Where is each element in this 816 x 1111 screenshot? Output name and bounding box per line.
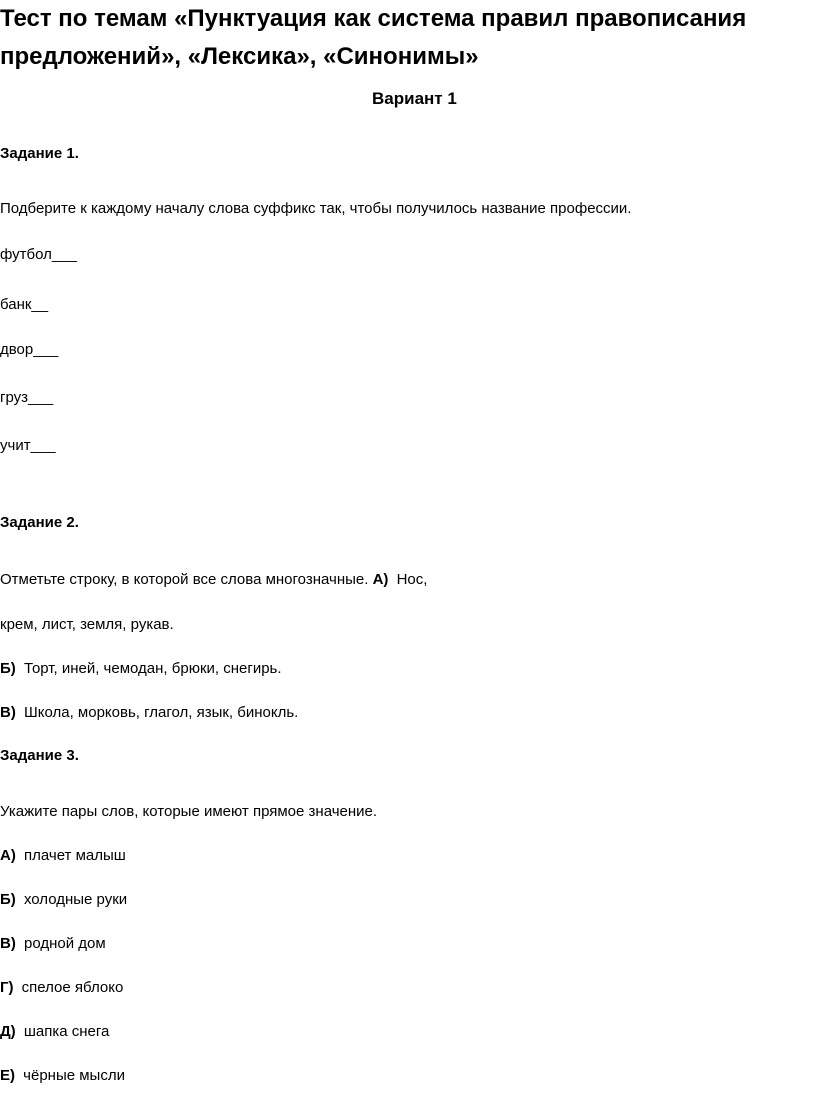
task3-option-label: А): [0, 847, 16, 864]
task2-option-c-text: Школа, морковь, глагол, язык, бинокль.: [24, 704, 299, 721]
task3-option-label: Г): [0, 979, 14, 996]
task2-option-b-label: Б): [0, 660, 16, 677]
task2-option-c-label: В): [0, 704, 16, 721]
task3-option-label: Е): [0, 1067, 15, 1084]
task3-option: [0, 978, 123, 998]
variant-label: Вариант 1: [372, 89, 457, 108]
task2-option-a-start: Нос,: [396, 571, 428, 588]
task1-item: груз___: [0, 389, 54, 406]
task1-item: футбол___: [0, 246, 77, 263]
task3-option: [0, 1066, 125, 1086]
task3-question: Укажите пары слов, которые имеют прямое значение.: [0, 803, 378, 820]
task3-option-label: Б): [0, 891, 16, 908]
task1-heading: Задание 1.: [0, 145, 79, 162]
task2-option-a-rest: крем, лист, земля, рукав.: [0, 616, 174, 633]
task3-option: [0, 934, 106, 954]
document-title-line-2: предложений», «Лексика», «Синонимы»: [0, 43, 479, 70]
task3-option-text: спелое яблоко: [21, 979, 124, 996]
task2-option-b: [0, 659, 282, 679]
task3-option-label: Д): [0, 1023, 16, 1040]
task2-question-line: [0, 570, 427, 590]
document-title-line-1: Тест по темам «Пунктуация как система правил правописания: [0, 5, 747, 32]
task1-instruction: Подберите к каждому началу слова суффикс так, чтобы получилось название профессии.: [0, 200, 632, 217]
task2-option-a-label: А): [372, 571, 389, 588]
task3-option: [0, 1022, 109, 1042]
task3-option-text: родной дом: [24, 935, 106, 952]
task3-option-text: чёрные мысли: [23, 1067, 125, 1084]
task2-question: Отметьте строку, в которой все слова многозначные.: [0, 571, 369, 588]
task3-option-text: шапка снега: [23, 1023, 110, 1040]
task3-option-text: плачет малыш: [24, 847, 126, 864]
task3-option-label: В): [0, 935, 16, 952]
task1-item: двор___: [0, 341, 59, 358]
task3-option-text: холодные руки: [23, 891, 128, 908]
task3-option: [0, 890, 127, 910]
task2-heading: Задание 2.: [0, 514, 79, 531]
task1-item: банк__: [0, 296, 49, 313]
task1-item: учит___: [0, 437, 56, 454]
task2-option-b-text: Торт, иней, чемодан, брюки, снегирь.: [23, 660, 282, 677]
task3-option: [0, 846, 126, 866]
task2-option-c: [0, 703, 298, 723]
task3-heading: Задание 3.: [0, 747, 79, 764]
